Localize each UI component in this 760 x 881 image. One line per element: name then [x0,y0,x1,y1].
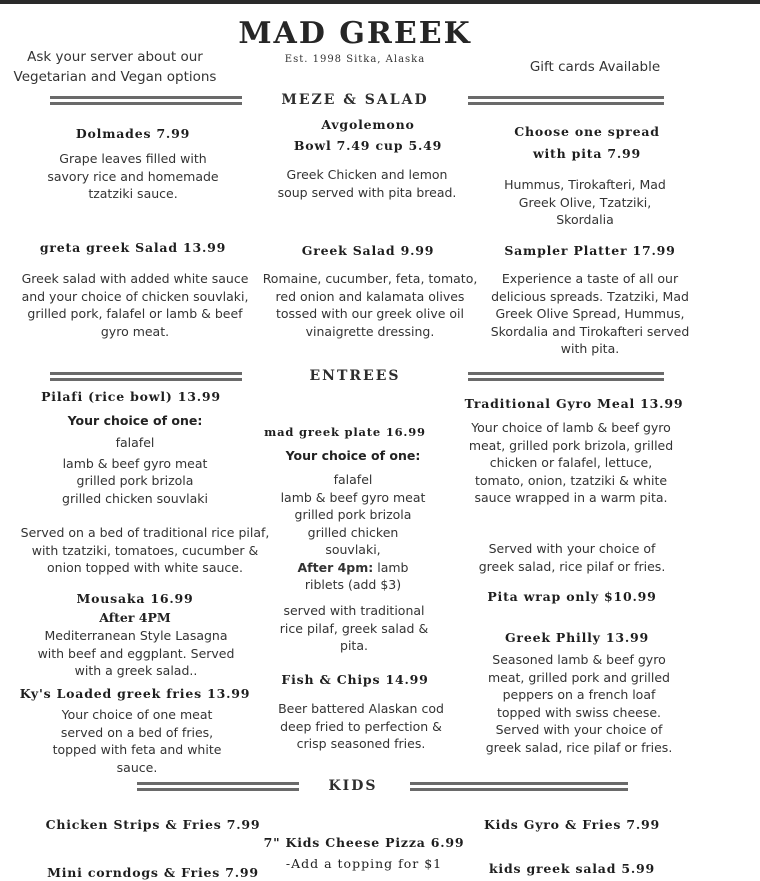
kids-item-mini-corndogs: Mini corndogs & Fries 7.99 [47,865,259,880]
item-plate-desc: served with traditional rice pilaf, greek salad & pita. [279,603,429,653]
option-item: grilled pork brizola [294,507,412,522]
item-spread-name: Choose one spread [514,124,660,139]
item-mousaka-desc: Mediterranean Style Lasagna with beef and eggplant. Served with a greek salad.. [37,628,235,678]
kids-item-greek-salad: kids greek salad 5.99 [488,861,656,876]
section-rule-right [468,372,664,384]
item-avgolemono-price: Bowl 7.49 cup 5.49 [293,138,443,153]
option-item: falafel [333,472,373,487]
restaurant-title: MAD GREEK [238,16,472,51]
item-plate-options [262,471,444,594]
section-rule-left [50,96,242,108]
item-mousaka-name: Mousaka 16.99 [76,591,194,606]
item-sampler-name: Sampler Platter 17.99 [504,243,676,258]
section-rule-left [50,372,242,384]
after-4pm-label: After 4pm: [297,559,374,575]
item-pita-wrap-name: Pita wrap only $10.99 [487,589,657,604]
section-title-kids: KIDS [328,778,378,794]
established-line: Est. 1998 Sitka, Alaska [284,54,426,65]
section-title-entrees: ENTREES [309,368,401,384]
item-greta-salad-name: greta greek Salad 13.99 [39,240,227,255]
option-item: falafel [115,435,155,450]
riblets-line: riblets (add $3) [304,577,402,592]
item-dolmades-name: Dolmades 7.99 [75,126,191,141]
item-dolmades-desc: Grape leaves filled with savory rice and homemade tzatziki sauce. [47,151,219,201]
option-item: grilled pork brizola [76,473,194,488]
item-plate-name: mad greek plate 16.99 [264,425,426,439]
item-gyro-meal-desc: Your choice of lamb & beef gyro meat, grilled pork brizola, grilled chicken or falafel, lettuce, tomato, onion, tzatziki & white sauce wrapped in a warm pita. [468,420,674,505]
option-item: souvlaki, [325,542,381,557]
option-item: lamb & beef gyro meat [62,455,208,471]
item-pilafi-options [40,434,230,507]
item-pilafi-desc: Served on a bed of traditional rice pilaf, with tzatziki, tomatoes, cucumber & onion topped with white sauce. [20,525,270,575]
after-4pm-text: lamb [377,559,409,575]
item-greek-salad-name: Greek Salad 9.99 [301,243,435,258]
kids-item-pizza-topping-note: -Add a topping for $1 [285,856,443,871]
option-item: grilled chicken [307,524,399,540]
item-kys-fries-name: Ky's Loaded greek fries 13.99 [19,686,251,701]
item-greek-philly-desc: Seasoned lamb & beef gyro meat, grilled pork and grilled peppers on a french loaf topped with swiss cheese. Served with your choice of greek salad, rice pilaf or fries. [485,652,673,755]
option-item: grilled chicken souvlaki [62,490,208,506]
item-avgolemono-name: Avgolemono [321,117,415,132]
top-border [0,0,760,4]
item-fish-chips-name: Fish & Chips 14.99 [281,672,429,687]
section-rule-right [468,96,664,108]
kids-item-cheese-pizza: 7" Kids Cheese Pizza 6.99 [263,835,465,850]
vegetarian-note: Ask your server about our Vegetarian and Vegan options [13,49,217,85]
item-greek-salad-desc: Romaine, cucumber, feta, tomato, red onion and kalamata olives tossed with our greek olive oil vinaigrette dressing. [262,271,478,339]
item-greta-salad-desc: Greek salad with added white sauce and your choice of chicken souvlaki, grilled pork, falafel or lamb & beef gyro meat. [21,271,249,339]
kids-item-gyro-fries: Kids Gyro & Fries 7.99 [484,817,660,832]
item-pilafi-name: Pilafi (rice bowl) 13.99 [41,389,221,404]
item-sampler-desc: Experience a taste of all our delicious spreads. Tzatziki, Mad Greek Olive Spread, Hummus, Skordalia and Tirokafteri served with pita. [490,271,690,356]
section-title-meze: MEZE & SALAD [281,92,429,108]
gift-cards-note: Gift cards Available [529,59,661,75]
item-pilafi-choice-label: Your choice of one: [67,413,203,428]
item-fish-chips-desc: Beer battered Alaskan cod deep fried to perfection & crisp seasoned fries. [278,701,444,751]
item-gyro-meal-name: Traditional Gyro Meal 13.99 [464,396,684,411]
option-item: lamb & beef gyro meat [280,489,426,505]
item-greek-philly-name: Greek Philly 13.99 [504,630,650,645]
item-mousaka-sub: After 4PM [99,610,171,625]
kids-item-chicken-strips: Chicken Strips & Fries 7.99 [45,817,261,832]
item-gyro-meal-served: Served with your choice of greek salad, rice pilaf or fries. [478,541,666,574]
after-4pm-line [262,559,444,577]
section-rule-left [137,782,299,794]
item-spread-desc: Hummus, Tirokafteri, Mad Greek Olive, Tzatziki, Skordalia [504,177,666,227]
item-avgolemono-desc: Greek Chicken and lemon soup served with pita bread. [277,167,457,200]
item-plate-choice-label: Your choice of one: [285,448,421,463]
section-rule-right [410,782,628,794]
item-spread-price: with pita 7.99 [532,146,642,161]
item-kys-fries-desc: Your choice of one meat served on a bed of fries, topped with feta and white sauce. [52,707,222,775]
